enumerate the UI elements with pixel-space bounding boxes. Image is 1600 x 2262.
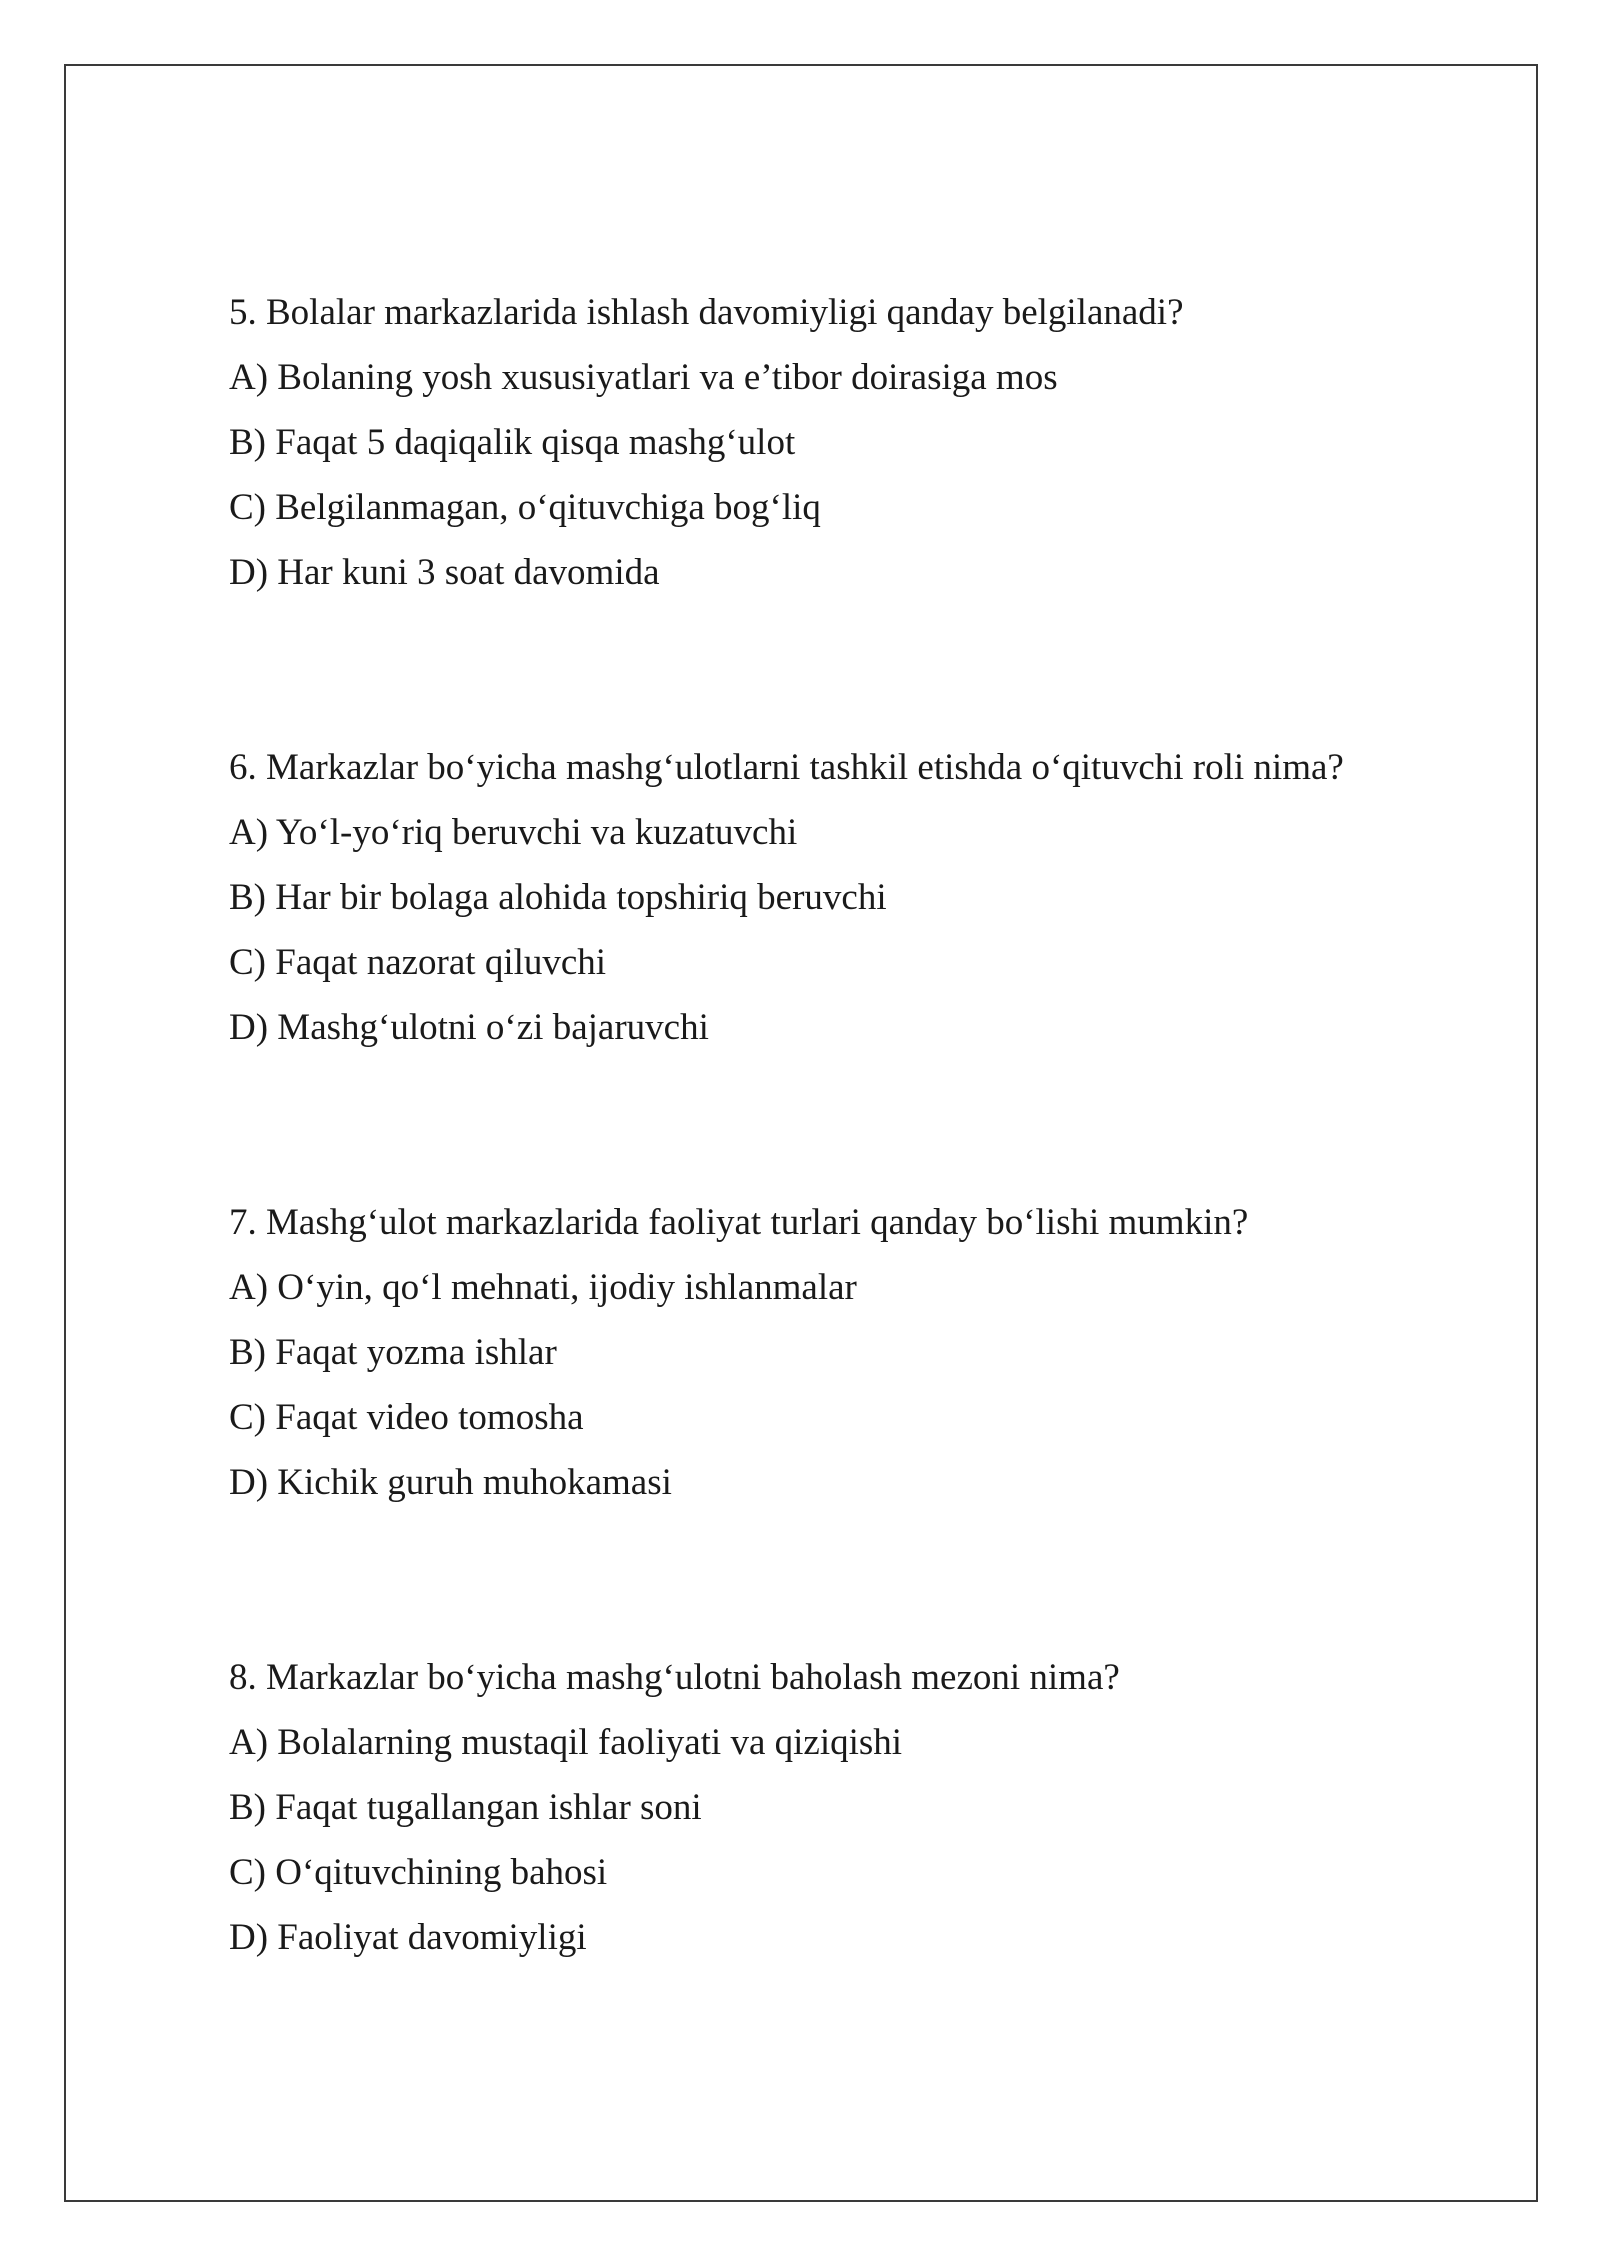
answer-option-b: B) Faqat yozma ishlar [229,1332,557,1373]
answer-option-b: B) Har bir bolaga alohida topshiriq beruvchi [229,877,887,918]
answer-option-c: C) Faqat nazorat qiluvchi [229,942,607,983]
question-5 [229,280,1429,605]
answer-option-d: D) Mashg‘ulotni o‘zi bajaruvchi [229,1007,709,1048]
question-text: 5. Bolalar markazlarida ishlash davomiyligi qanday belgilanadi? [229,292,1184,333]
answer-option-c: C) O‘qituvchining bahosi [229,1852,608,1893]
question-6 [229,735,1429,1060]
question-7 [229,1190,1429,1515]
question-text: 6. Markazlar bo‘yicha mashg‘ulotlarni tashkil etishda o‘qituvchi roli nima? [229,747,1344,788]
question-text: 8. Markazlar bo‘yicha mashg‘ulotni baholash mezoni nima? [229,1657,1120,1698]
answer-option-d: D) Kichik guruh muhokamasi [229,1462,672,1503]
answer-option-d: D) Har kuni 3 soat davomida [229,552,660,593]
question-8 [229,1645,1429,1970]
answer-option-a: A) Yo‘l-yo‘riq beruvchi va kuzatuvchi [229,812,798,853]
answer-option-c: C) Faqat video tomosha [229,1397,584,1438]
answer-option-b: B) Faqat tugallangan ishlar soni [229,1787,702,1828]
answer-option-a: A) O‘yin, qo‘l mehnati, ijodiy ishlanmalar [229,1267,857,1308]
answer-option-d: D) Faoliyat davomiyligi [229,1917,587,1958]
answer-option-c: C) Belgilanmagan, o‘qituvchiga bog‘liq [229,487,821,528]
answer-option-a: A) Bolalarning mustaqil faoliyati va qiziqishi [229,1722,903,1763]
page-content [229,280,1429,2100]
question-text: 7. Mashg‘ulot markazlarida faoliyat turlari qanday bo‘lishi mumkin? [229,1202,1249,1243]
answer-option-b: B) Faqat 5 daqiqalik qisqa mashg‘ulot [229,422,796,463]
answer-option-a: A) Bolaning yosh xususiyatlari va e’tibor doirasiga mos [229,357,1058,398]
